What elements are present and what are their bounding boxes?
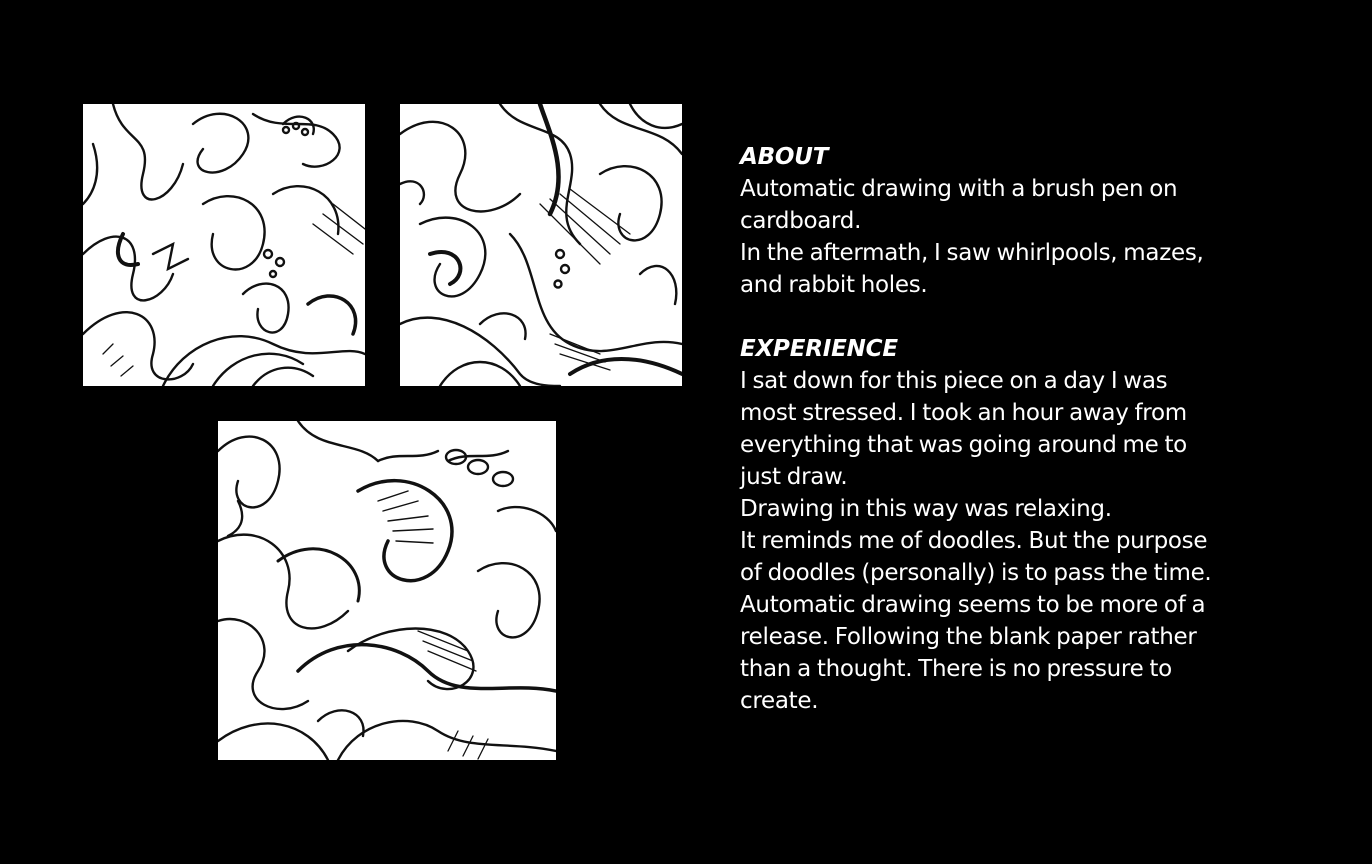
experience-line: Automatic drawing seems to be more of a (740, 592, 1206, 618)
about-line: In the aftermath, I saw whirlpools, mazes, (740, 240, 1204, 266)
experience-line: release. Following the blank paper rather (740, 624, 1197, 650)
experience-line: of doodles (personally) is to pass the time. (740, 560, 1212, 586)
experience-line: It reminds me of doodles. But the purpose (740, 528, 1208, 554)
experience-heading: EXPERIENCE (740, 336, 898, 362)
about-section (740, 141, 1350, 301)
experience-line: most stressed. I took an hour away from (740, 400, 1187, 426)
experience-line: just draw. (740, 464, 848, 490)
drawing-image-1 (83, 104, 365, 386)
about-heading: ABOUT (740, 144, 829, 170)
description-column (740, 141, 1350, 717)
drawing-image-2 (400, 104, 682, 386)
experience-line: I sat down for this piece on a day I was (740, 368, 1168, 394)
experience-line: create. (740, 688, 819, 714)
experience-line: everything that was going around me to (740, 432, 1187, 458)
drawing-image-3 (218, 421, 556, 760)
about-line: Automatic drawing with a brush pen on (740, 176, 1178, 202)
experience-section (740, 333, 1350, 717)
experience-line: than a thought. There is no pressure to (740, 656, 1172, 682)
section-spacer (740, 301, 1350, 333)
about-line: cardboard. (740, 208, 862, 234)
about-line: and rabbit holes. (740, 272, 928, 298)
experience-line: Drawing in this way was relaxing. (740, 496, 1112, 522)
